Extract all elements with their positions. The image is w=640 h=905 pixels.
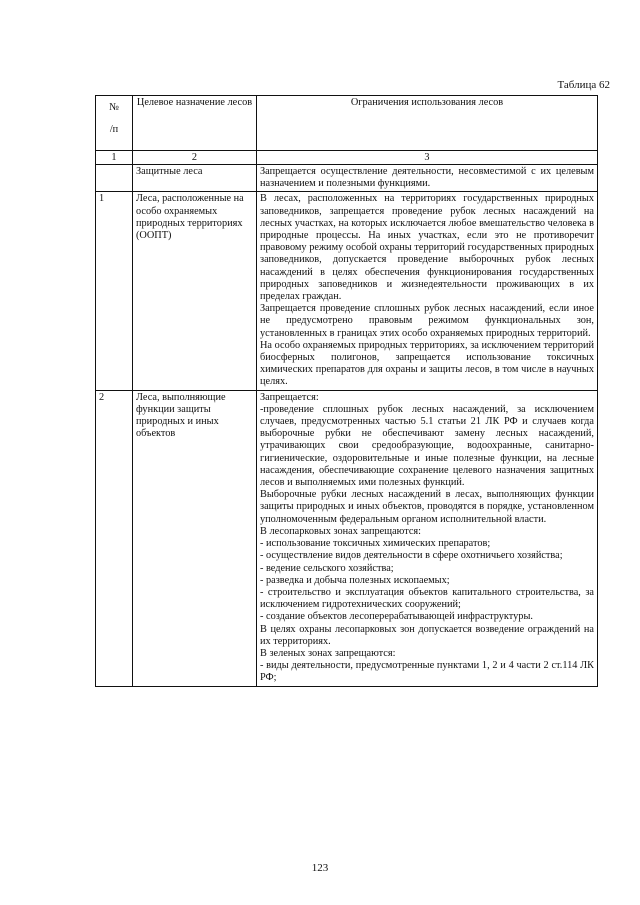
row-restrictions <box>257 390 598 686</box>
column-number: 3 <box>257 151 598 165</box>
restriction-paragraph: - строительство и эксплуатация объектов капитального строительства, за исключением гидротехнических сооружений; <box>260 586 594 611</box>
table-caption: Таблица 62 <box>557 79 610 91</box>
header-number <box>96 96 133 151</box>
column-numbers-row <box>96 151 598 165</box>
header-number-suffix: /п <box>109 124 119 135</box>
restriction-paragraph: В зеленых зонах запрещаются: <box>260 647 396 659</box>
table-header-row <box>96 96 598 151</box>
row-purpose: Леса, расположенные на особо охраняемых природных территориях (ООПТ) <box>133 192 257 390</box>
row-number <box>96 165 133 192</box>
restriction-paragraph: В целях охраны лесопарковых зон допускается возведение ограждений на их территориях. <box>260 623 594 647</box>
table-row <box>96 390 598 686</box>
row-restrictions <box>257 192 598 390</box>
restriction-paragraph: - виды деятельности, предусмотренные пунктами 1, 2 и 4 части 2 ст.114 ЛК РФ; <box>260 660 594 684</box>
row-purpose: Защитные леса <box>133 165 257 192</box>
restriction-paragraph: Запрещается осуществление деятельности, несовместимой с их целевым назначением и полезными функциями. <box>260 166 594 190</box>
row-purpose: Леса, выполняющие функции защиты природных и иных объектов <box>133 390 257 686</box>
restriction-paragraph: Запрещается: <box>260 391 319 403</box>
header-number-symbol: № <box>109 102 119 113</box>
restriction-paragraph: Выборочные рубки лесных насаждений в лесах, выполняющих функции защиты природных и иных объектов, проводятся в порядке, установленном уполномоченным федеральным органом исполнительной власти. <box>260 489 594 525</box>
header-restrictions: Ограничения использования лесов <box>257 96 598 151</box>
restriction-paragraph: - осуществление видов деятельности в сфере охотничьего хозяйства; <box>260 550 563 562</box>
restriction-paragraph: Запрещается проведение сплошных рубок лесных насаждений, если иное не предусмотрено правовым режимом функциональных зон, установленных в границах этих особо охраняемых природных территорий. <box>260 303 594 339</box>
restriction-paragraph: - разведка и добыча полезных ископаемых; <box>260 574 450 586</box>
row-number: 1 <box>96 192 133 390</box>
restrictions-table <box>95 95 598 687</box>
column-number: 2 <box>133 151 257 165</box>
restriction-paragraph: - ведение сельского хозяйства; <box>260 562 394 574</box>
row-restrictions <box>257 165 598 192</box>
table-row <box>96 192 598 390</box>
header-purpose: Целевое назначение лесов <box>133 96 257 151</box>
row-number: 2 <box>96 390 133 686</box>
restriction-paragraph: - использование токсичных химических препаратов; <box>260 538 491 550</box>
restriction-paragraph: - создание объектов лесоперерабатывающей инфраструктуры. <box>260 611 533 623</box>
restriction-paragraph: В лесопарковых зонах запрещаются: <box>260 525 422 537</box>
page-number: 123 <box>311 862 329 874</box>
restriction-paragraph: В лесах, расположенных на территориях государственных природных заповедников, запрещается проведение рубок лесных насаждений на лесных участках, на которых исключается любое вмешательство человека в природные процессы. На иных участках, если это не противоречит правовому режиму особой охраны территорий государственных природных заповедников, допускается проведение выборочных рубок лесных насаждений в целях обеспечения функционирования государственных природных заповедников и жизнедеятельности проживающих в их пределах граждан. <box>260 193 594 303</box>
restriction-paragraph: -проведение сплошных рубок лесных насаждений, за исключением случаев, предусмотренных частью 5.1 статьи 21 ЛК РФ и случаев когда выборочные рубки не обеспечивают замену лесных насаждений, утрачивающих свои средообразующие, водоохранные, санитарно-гигиенические, оздоровительные и иные полезные функции, на лесные насаждения, обеспечивающие сохранение целевого назначения защитных лесов и выполняемых ими полезных функций. <box>260 403 594 489</box>
column-number: 1 <box>96 151 133 165</box>
restriction-paragraph: На особо охраняемых природных территориях, за исключением территорий биосферных полигонов, запрещается использование токсичных химических препаратов для охраны и защиты лесов, в том числе в научных целях. <box>260 339 594 388</box>
table-row <box>96 165 598 192</box>
